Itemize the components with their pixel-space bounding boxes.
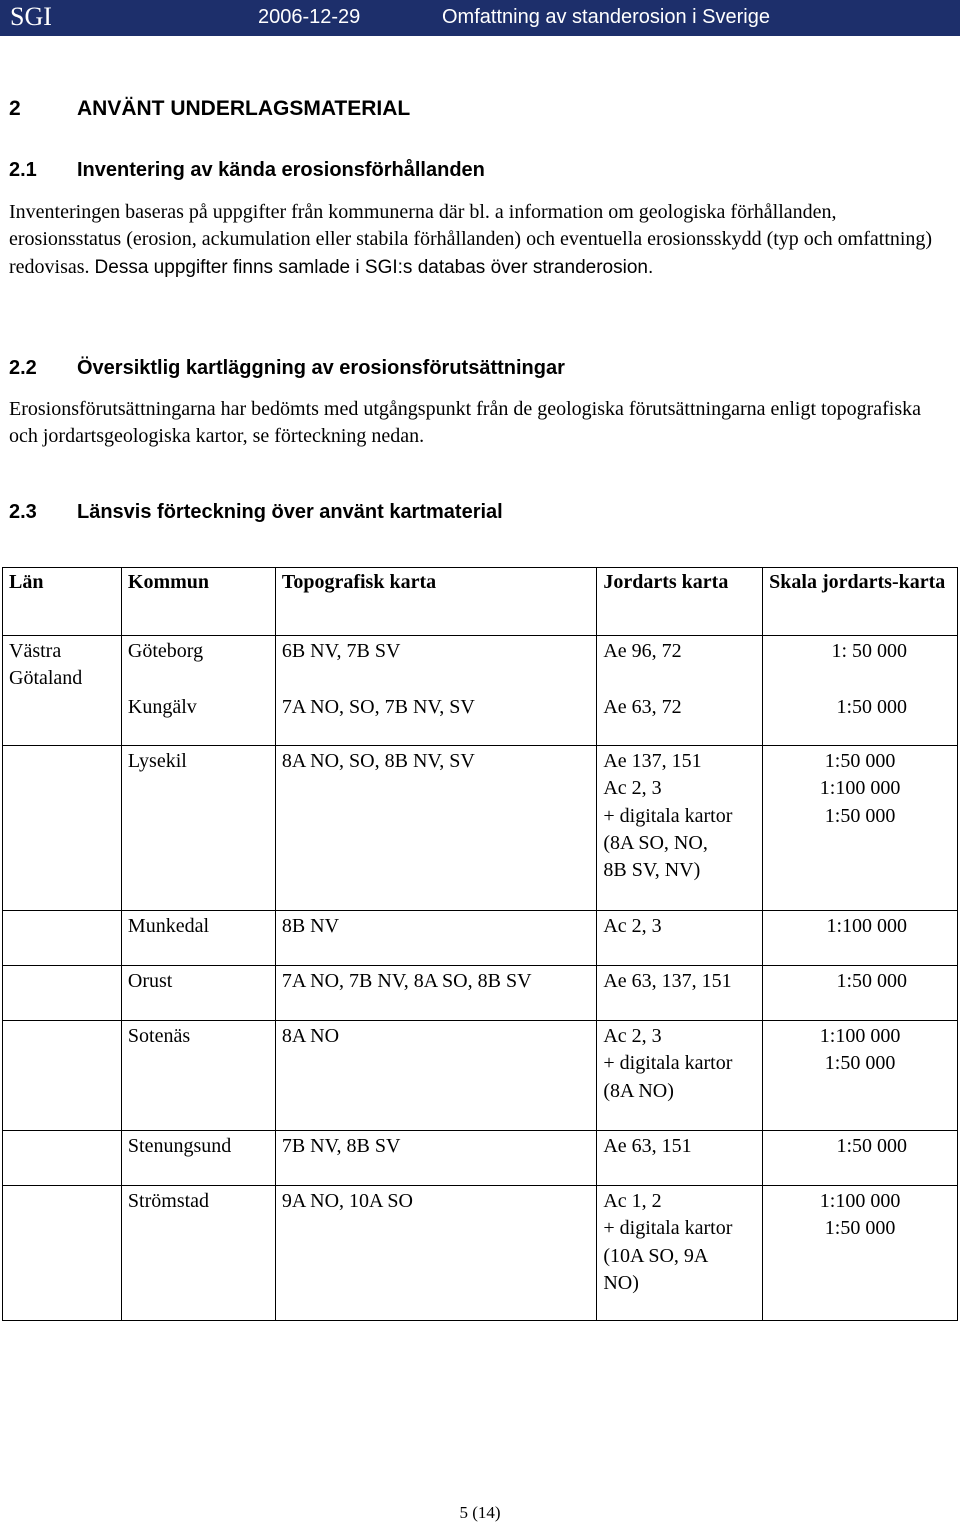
- kommun-cell: Sotenäs: [121, 1021, 275, 1131]
- jordarts-cell: [597, 1021, 763, 1131]
- column-header: Skala jordarts-karta: [763, 568, 958, 636]
- column-header: Kommun: [121, 568, 275, 636]
- skala-line: 1:50 000: [824, 1217, 896, 1240]
- jordarts-cell: [597, 746, 763, 911]
- kommun-cell: Munkedal: [121, 911, 275, 966]
- column-header: Topografisk karta: [275, 568, 597, 636]
- map-material-table: [2, 567, 958, 1321]
- section-number: 2: [9, 97, 21, 120]
- header-date: 2006-12-29: [258, 6, 361, 28]
- skala-line: 1:50 000: [824, 804, 896, 827]
- jordarts-line: Ac 2, 3: [603, 915, 662, 937]
- paragraph-text-sans: Dessa uppgifter finns samlade i SGI:s databas över stranderosion.: [94, 256, 654, 278]
- kommun-cell: Göteborg: [121, 636, 275, 692]
- kommun-cell: Lysekil: [121, 746, 275, 911]
- section-2-3-heading: [9, 501, 503, 524]
- kommun-cell: Kungälv: [121, 692, 275, 746]
- page-header: [0, 0, 960, 36]
- column-header: Jordarts karta: [597, 568, 763, 636]
- skala-cell: [763, 966, 958, 1021]
- jordarts-line: (8A NO): [603, 1079, 674, 1102]
- table-header-row: [3, 568, 958, 636]
- jordarts-line: (8A SO, NO,: [603, 831, 708, 854]
- jordarts-line: Ae 63, 72: [603, 695, 682, 718]
- jordarts-line: Ac 2, 3: [603, 777, 662, 800]
- section-2-1-paragraph: [9, 199, 949, 281]
- region-cell-empty: [3, 1021, 122, 1131]
- skala-cell: [763, 1131, 958, 1186]
- topo-cell: 8A NO: [275, 1021, 597, 1131]
- section-title: Översiktlig kartläggning av erosionsförutsättningar: [77, 357, 565, 379]
- section-2-heading: [9, 97, 411, 121]
- section-title: ANVÄNT UNDERLAGSMATERIAL: [77, 97, 411, 120]
- jordarts-line: NO): [603, 1271, 639, 1294]
- section-2-2-paragraph: [9, 396, 949, 451]
- topo-cell: 8A NO, SO, 8B NV, SV: [275, 746, 597, 911]
- table-row: [3, 1131, 958, 1186]
- region-cell-empty: [3, 966, 122, 1021]
- table-row: [3, 746, 958, 911]
- column-header: Län: [3, 568, 122, 636]
- jordarts-line: Ac 2, 3: [603, 1025, 662, 1047]
- table-row: [3, 692, 958, 746]
- jordarts-cell: [597, 1131, 763, 1186]
- skala-line: 1:50 000: [836, 970, 907, 992]
- table-row: [3, 911, 958, 966]
- section-title: Länsvis förteckning över använt kartmaterial: [77, 501, 503, 523]
- skala-line: 1:50 000: [824, 750, 896, 772]
- jordarts-cell: [597, 966, 763, 1021]
- section-number: 2.3: [9, 501, 37, 523]
- skala-line: 1:50 000: [836, 1135, 907, 1157]
- paragraph-text: Erosionsförutsättningarna har bedömts med utgångspunkt från de geologiska förutsättningarna enligt topografiska och jordartsgeologiska kartor, se förteckning nedan.: [9, 398, 922, 448]
- topo-cell: 9A NO, 10A SO: [275, 1186, 597, 1321]
- table-row: [3, 1186, 958, 1321]
- kommun-cell: Stenungsund: [121, 1131, 275, 1186]
- section-2-2-heading: [9, 357, 565, 380]
- section-2-1-heading: [9, 159, 485, 182]
- jordarts-cell: [597, 1186, 763, 1321]
- region-cell-empty: [3, 1131, 122, 1186]
- region-cell: Västra Götaland: [3, 636, 122, 746]
- skala-line: 1: 50 000: [831, 640, 907, 662]
- jordarts-line: + digitala kartor: [603, 1217, 733, 1240]
- topo-cell: 6B NV, 7B SV: [275, 636, 597, 692]
- jordarts-cell: [597, 911, 763, 966]
- region-cell-empty: [3, 911, 122, 966]
- section-number: 2.2: [9, 357, 37, 379]
- skala-cell: [763, 1021, 958, 1131]
- topo-cell: 7A NO, 7B NV, 8A SO, 8B SV: [275, 966, 597, 1021]
- topo-cell: 7B NV, 8B SV: [275, 1131, 597, 1186]
- jordarts-line: 8B SV, NV): [603, 859, 701, 882]
- region-cell-empty: [3, 1186, 122, 1321]
- kommun-cell: Orust: [121, 966, 275, 1021]
- skala-cell: [763, 911, 958, 966]
- skala-cell: [763, 636, 958, 692]
- skala-line: 1:100 000: [826, 915, 907, 937]
- table-row: [3, 1021, 958, 1131]
- jordarts-line: Ae 63, 151: [603, 1135, 692, 1157]
- jordarts-line: + digitala kartor: [603, 804, 733, 827]
- section-number: 2.1: [9, 159, 37, 181]
- topo-cell: 8B NV: [275, 911, 597, 966]
- header-document-title: Omfattning av standerosion i Sverige: [442, 6, 770, 28]
- skala-cell: [763, 1186, 958, 1321]
- skala-cell: [763, 746, 958, 911]
- skala-line: 1:100 000: [819, 1190, 901, 1212]
- jordarts-line: Ac 1, 2: [603, 1190, 662, 1212]
- skala-line: 1:100 000: [819, 1025, 901, 1047]
- jordarts-line: (10A SO, 9A: [603, 1244, 709, 1267]
- jordarts-cell: [597, 692, 763, 746]
- skala-cell: [763, 692, 958, 746]
- region-cell-empty: [3, 746, 122, 911]
- jordarts-cell: [597, 636, 763, 692]
- skala-line: 1:50 000: [836, 695, 907, 718]
- jordarts-line: Ae 96, 72: [603, 640, 682, 662]
- jordarts-line: Ae 63, 137, 151: [603, 970, 732, 992]
- skala-line: 1:100 000: [819, 777, 901, 800]
- org-logo-text: SGI: [10, 2, 52, 31]
- skala-line: 1:50 000: [824, 1052, 896, 1075]
- page-number: 5 (14): [459, 1503, 501, 1522]
- paragraph-text: Inventeringen baseras på uppgifter från kommunerna där bl. a information om geologiska förhållanden, erosionsstatus (erosion, ackumulation eller stabila förhållanden) och eventuella erosionsskydd (typ och omfattning) redovisas.: [9, 201, 933, 278]
- jordarts-line: + digitala kartor: [603, 1052, 733, 1075]
- kommun-cell: Strömstad: [121, 1186, 275, 1321]
- section-title: Inventering av kända erosionsförhållanden: [77, 159, 485, 181]
- topo-cell: 7A NO, SO, 7B NV, SV: [275, 692, 597, 746]
- jordarts-line: Ae 137, 151: [603, 750, 702, 772]
- table-row: [3, 636, 958, 692]
- table-row: [3, 966, 958, 1021]
